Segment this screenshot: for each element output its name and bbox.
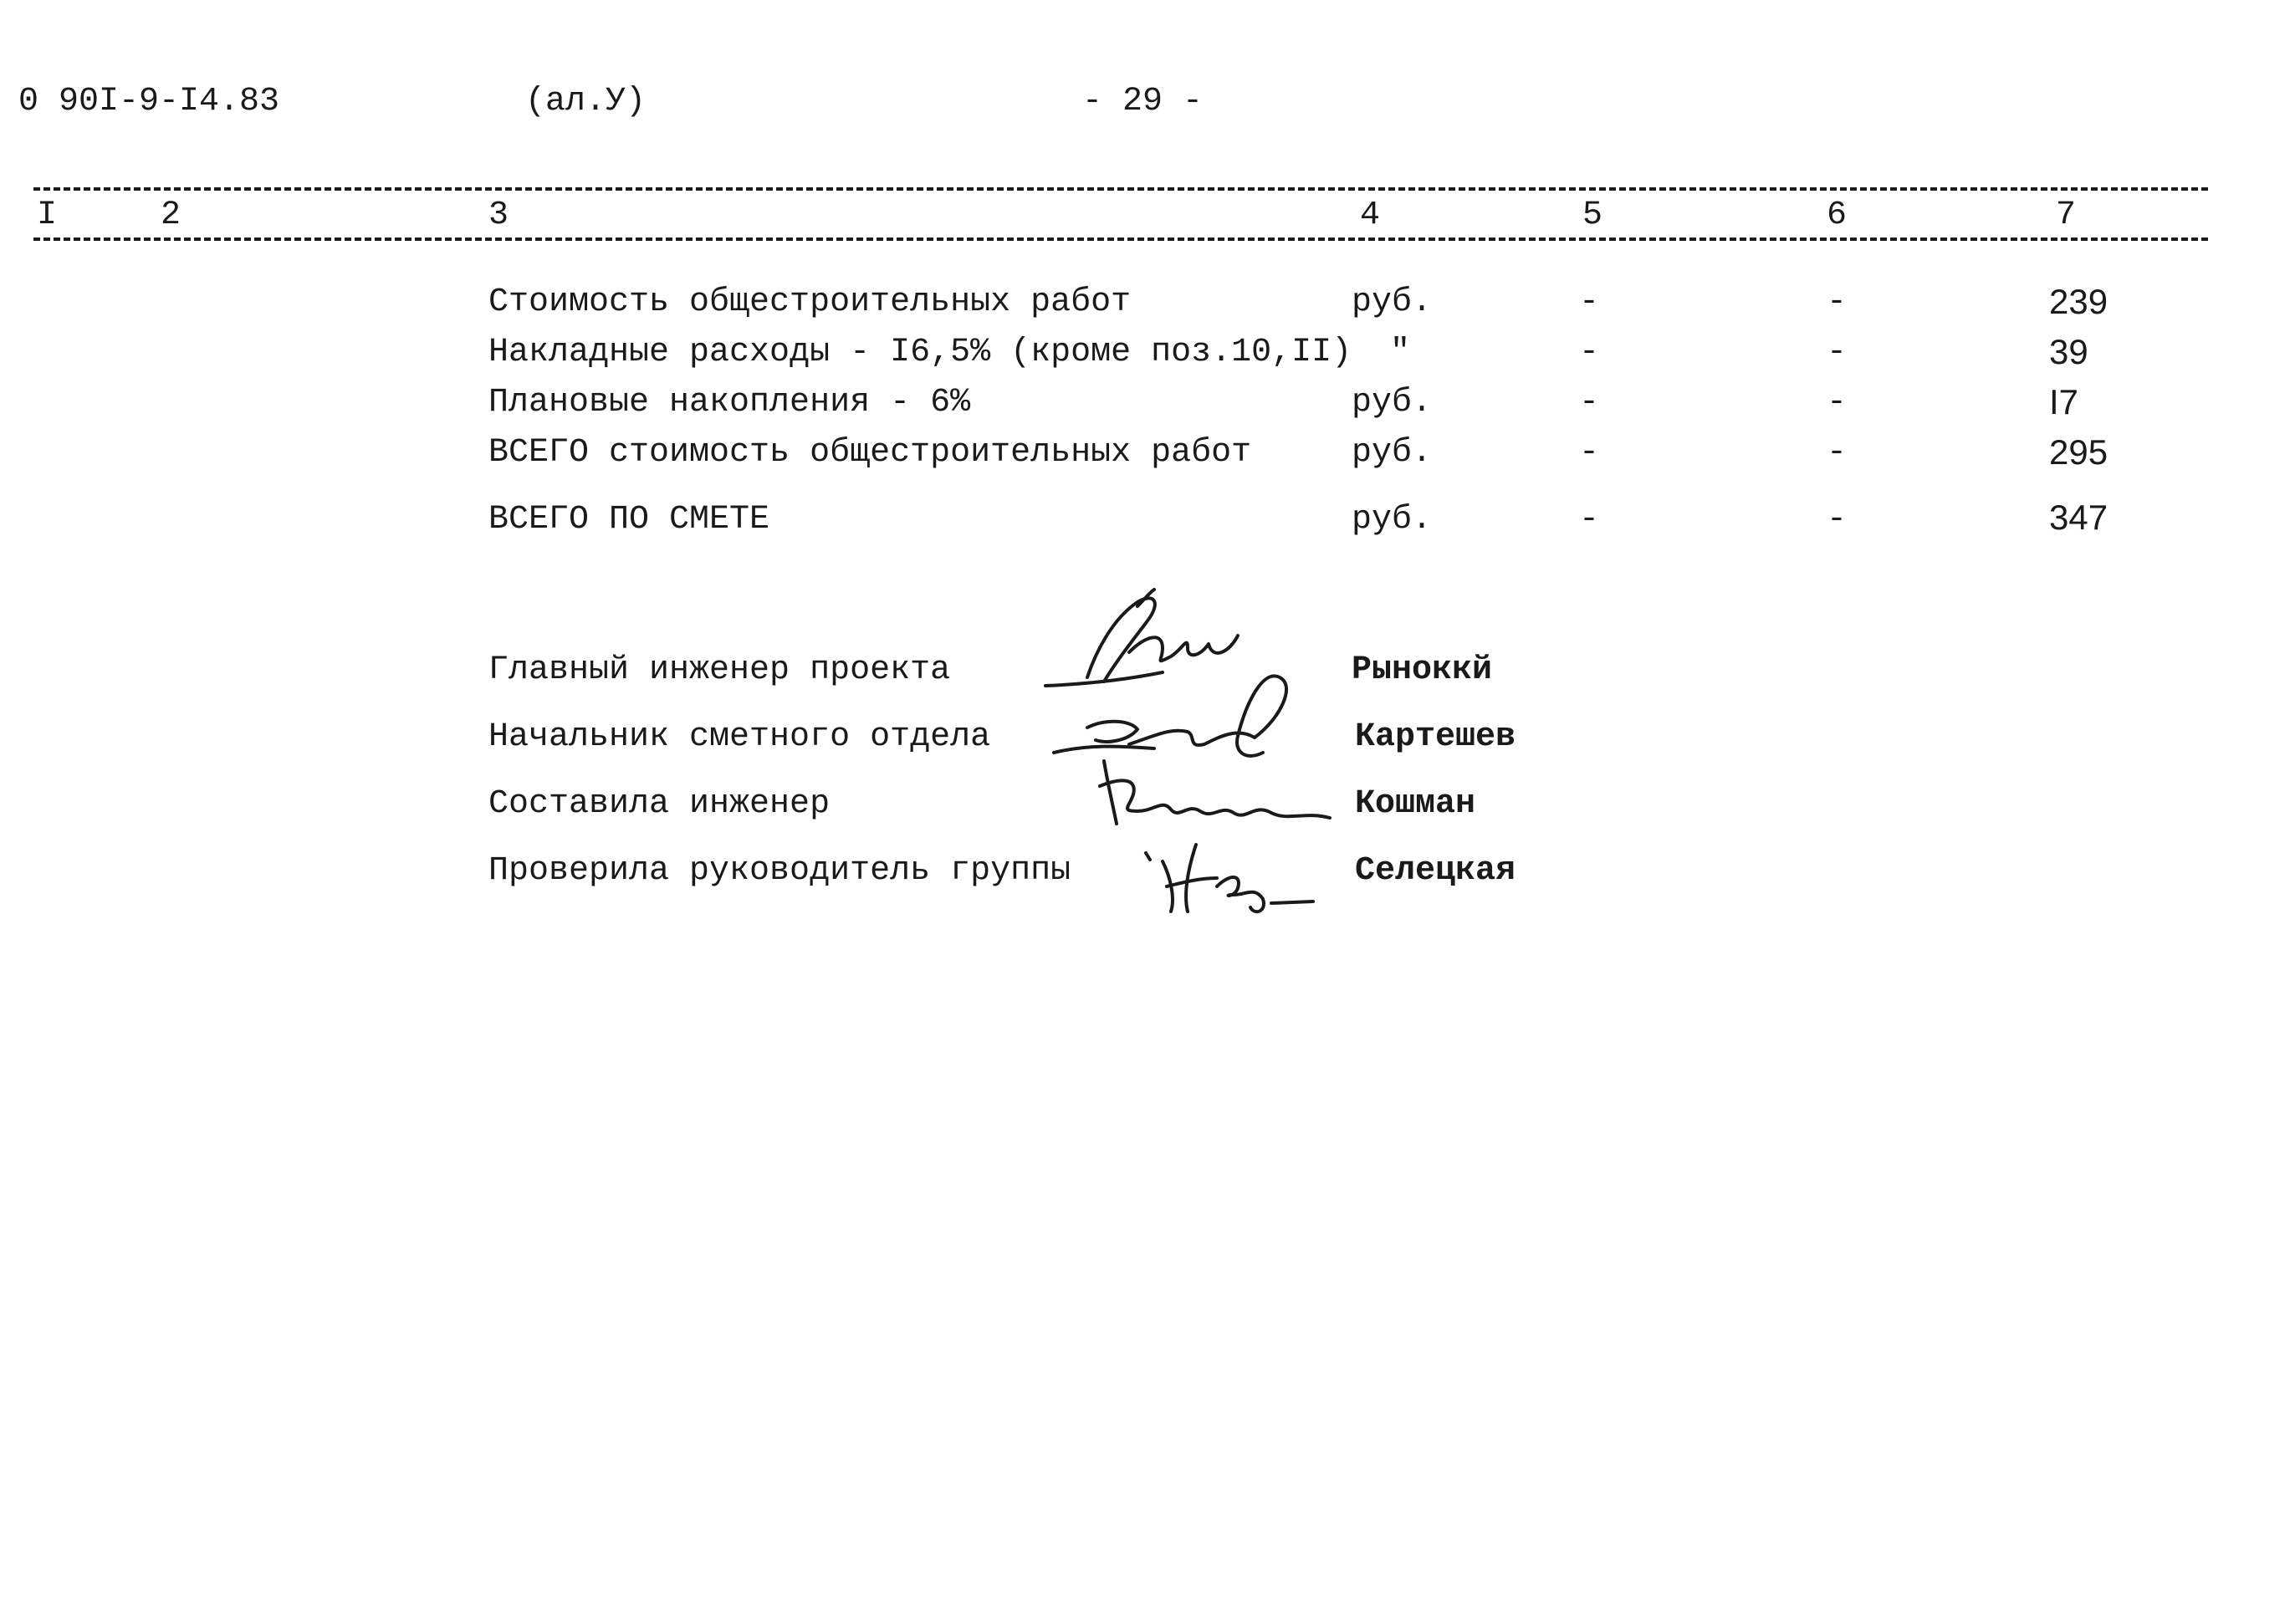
row-col5: - [1579, 384, 1600, 421]
signatory-role: Начальник сметного отдела [488, 718, 991, 756]
row-col5: - [1579, 283, 1600, 321]
row-col5: - [1579, 501, 1600, 539]
row-col6: - [1827, 501, 1848, 539]
signatory-name: Кошман [1355, 785, 1476, 823]
column-header-1: I [37, 197, 58, 234]
row-col6: - [1827, 384, 1848, 421]
row-total: I7 [2049, 382, 2079, 421]
row-unit: " [1390, 334, 1411, 371]
signatory-role: Составила инженер [488, 785, 831, 823]
row-unit: руб. [1352, 434, 1433, 472]
row-col5: - [1579, 334, 1600, 371]
table-top-rule [33, 187, 2208, 191]
row-total: 295 [2049, 432, 2108, 472]
row-unit: руб. [1352, 283, 1433, 321]
column-header-7: 7 [2056, 197, 2077, 234]
row-name: ВСЕГО стоимость общестроительных работ [488, 434, 1252, 472]
row-total: 347 [2049, 498, 2108, 537]
column-header-2: 2 [161, 197, 181, 234]
table-header-rule [33, 237, 2208, 241]
signatory-name: Рыноккй [1352, 651, 1493, 689]
row-col6: - [1827, 283, 1848, 321]
row-name: Плановые накопления - 6% [488, 384, 971, 421]
signatory-name: Селецкая [1355, 852, 1516, 890]
row-name: ВСЕГО ПО СМЕТЕ [488, 501, 770, 539]
signatory-role: Главный инженер проекта [488, 651, 951, 689]
row-col5: - [1579, 434, 1600, 472]
column-header-4: 4 [1360, 197, 1381, 234]
signatory-name: Картешев [1355, 718, 1516, 756]
signatory-role: Проверила руководитель группы [488, 852, 1071, 890]
row-col6: - [1827, 334, 1848, 371]
row-unit: руб. [1352, 384, 1433, 421]
column-header-5: 5 [1582, 197, 1603, 234]
document-code: 0 90I-9-I4.83 [18, 83, 280, 120]
row-total: 39 [2049, 332, 2088, 371]
row-total: 239 [2049, 282, 2108, 321]
row-col6: - [1827, 434, 1848, 472]
column-header-3: 3 [488, 197, 509, 234]
page-number: - 29 - [1082, 83, 1204, 120]
signature-engineer [1087, 753, 1338, 828]
signature-group-lead [1137, 836, 1321, 920]
row-unit: руб. [1352, 501, 1433, 539]
row-name: Стоимость общестроительных работ [488, 283, 1132, 321]
column-header-6: 6 [1827, 197, 1848, 234]
sheet-reference: (ал.У) [525, 83, 647, 120]
row-name: Накладные расходы - I6,5% (кроме поз.10,II) [488, 334, 1352, 371]
